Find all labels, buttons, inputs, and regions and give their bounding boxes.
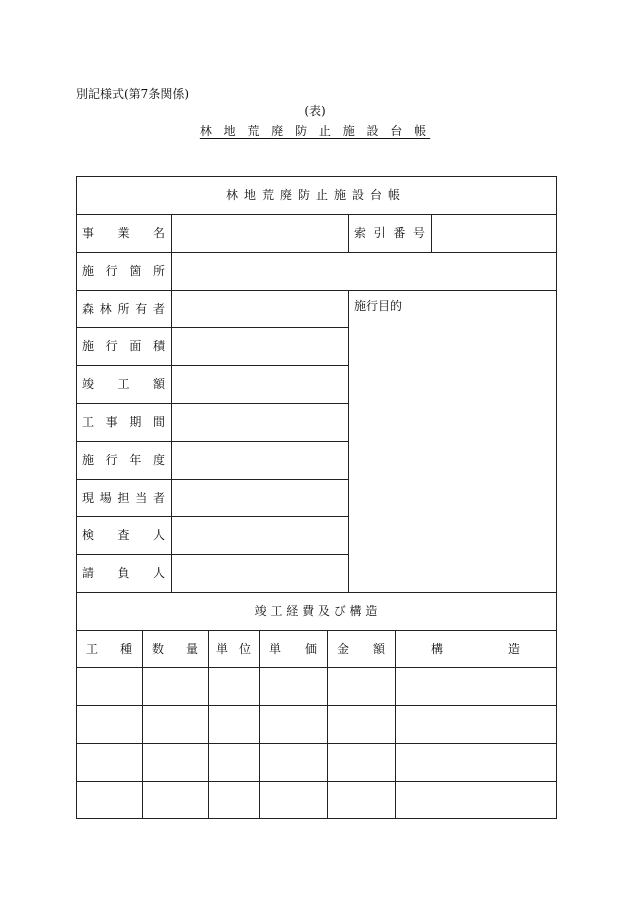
col-header-amount: 金 額 (337, 641, 385, 656)
col-header-work-type: 工 種 (86, 641, 132, 656)
label-project-name: 事 業 名 (82, 226, 165, 240)
label-fiscal-year: 施 行 年 度 (82, 453, 165, 467)
label-inspector: 検 査 人 (82, 528, 165, 542)
label-area: 施 行 面 積 (82, 339, 165, 353)
table-title: 林地荒廃防止施設台帳 (225, 188, 406, 202)
label-completion-cost: 竣 工 額 (82, 377, 165, 391)
label-location: 施 行 箇 所 (82, 264, 165, 278)
label-index-number: 索 引 番 号 (354, 226, 425, 240)
col-header-quantity: 数 量 (152, 641, 198, 656)
label-purpose: 施行目的 (354, 299, 403, 313)
document-title-text: 林 地 荒 廃 防 止 施 設 台 帳 (199, 124, 431, 138)
col-header-unit: 単 位 (216, 641, 251, 656)
section-title-cost-structure: 竣 工 経 費 及 び 構 造 (254, 604, 378, 618)
document-title (0, 122, 630, 139)
form-reference: 別記様式(第7条関係) (76, 87, 189, 101)
label-forest-owner: 森 林 所 有 者 (82, 301, 165, 316)
label-contractor: 請 負 人 (82, 566, 165, 580)
col-header-unit-price: 単 価 (269, 641, 317, 656)
front-side-label: (表) (304, 104, 326, 118)
label-construction-period: 工 事 期 間 (82, 415, 165, 429)
label-site-manager: 現 場 担 当 者 (82, 490, 165, 505)
col-header-structure: 構 造 (431, 641, 520, 656)
